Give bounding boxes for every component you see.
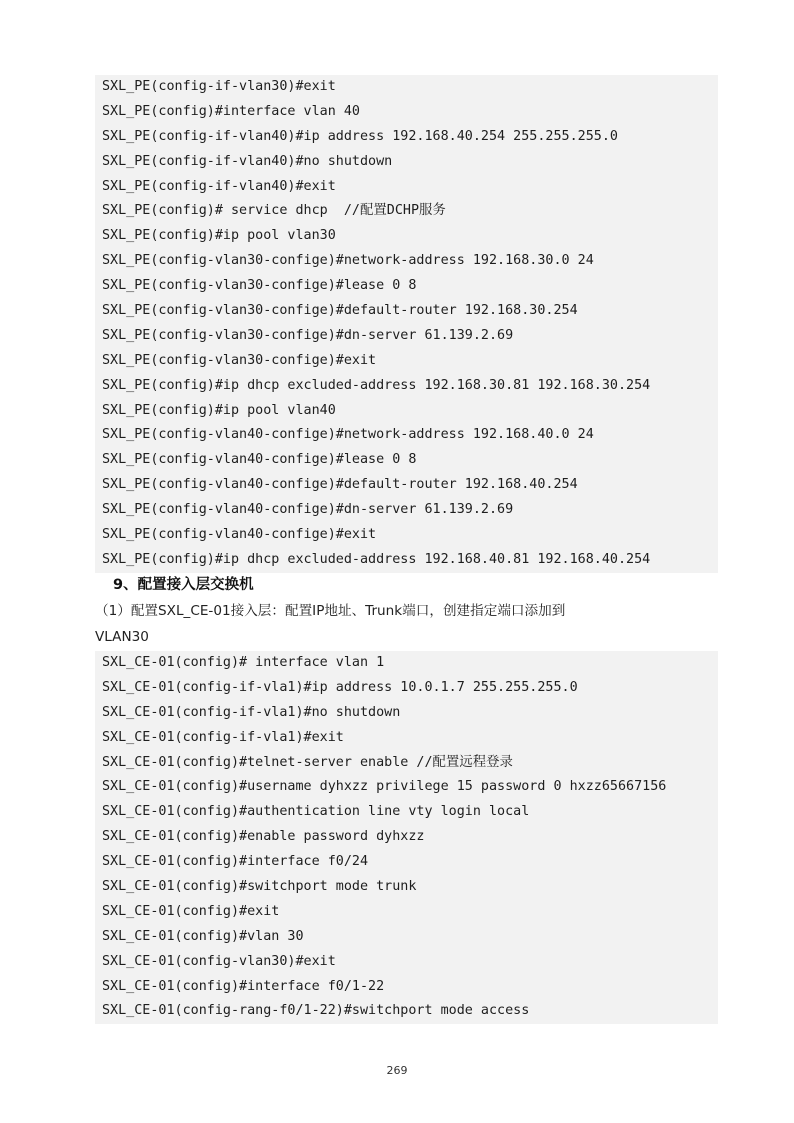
code-line: SXL_PE(config-vlan40-confige)#network-address 192.168.40.0 24 (102, 427, 594, 443)
code-line: SXL_PE(config-vlan40-confige)#exit (102, 527, 377, 543)
code-line: SXL_PE(config-if-vlan40)#ip address 192.168.40.254 255.255.255.0 (102, 128, 618, 144)
code-line: SXL_PE(config-vlan40-confige)#default-router 192.168.40.254 (102, 477, 578, 493)
code-line: SXL_CE-01(config-vlan30)#exit (102, 953, 336, 969)
code-line: SXL_PE(config)# service dhcp //配置DCHP服务 (102, 203, 446, 219)
code-line: SXL_CE-01(config)#exit (102, 903, 280, 919)
code-line: SXL_PE(config-if-vlan30)#exit (102, 79, 336, 94)
code-line: SXL_CE-01(config-if-vla1)#no shutdown (102, 704, 401, 720)
code-line: SXL_PE(config-if-vlan40)#no shutdown (102, 153, 393, 169)
code-line: SXL_PE(config-if-vlan40)#exit (102, 178, 336, 194)
page-number: 269 (386, 1064, 408, 1077)
code-line: SXL_PE(config)#ip dhcp excluded-address 192.168.30.81 192.168.30.254 (102, 377, 651, 393)
code-line: SXL_PE(config-vlan30-confige)#default-router 192.168.30.254 (102, 303, 578, 319)
code-line: SXL_CE-01(config)#interface f0/1-22 (102, 978, 385, 994)
code-line: SXL_PE(config)#ip pool vlan40 (102, 402, 336, 418)
code-line: SXL_CE-01(config)#telnet-server enable //配置远程登录 (102, 754, 513, 770)
code-line: SXL_CE-01(config)# interface vlan 1 (102, 655, 385, 670)
code-line: SXL_CE-01(config)#switchport mode trunk (102, 879, 417, 895)
code-line: SXL_CE-01(config-if-vla1)#exit (102, 729, 344, 745)
code-line: SXL_PE(config-vlan30-confige)#network-address 192.168.30.0 24 (102, 253, 594, 269)
code-line: SXL_CE-01(config-if-vla1)#ip address 10.0.1.7 255.255.255.0 (102, 679, 578, 695)
code-line: SXL_PE(config-vlan30-confige)#dn-server 61.139.2.69 (102, 327, 514, 343)
code-line: SXL_PE(config)#interface vlan 40 (102, 103, 360, 119)
paragraph-line: VLAN30 (95, 629, 149, 645)
section-heading: 9、配置接入层交换机 (113, 577, 254, 593)
paragraph-line: （1）配置SXL_CE-01接入层：配置IP地址、Trunk端口，创建指定端口添加到 (95, 603, 566, 619)
code-line: SXL_CE-01(config-rang-f0/1-22)#switchport mode access (102, 1003, 530, 1019)
code-line: SXL_CE-01(config)#interface f0/24 (102, 854, 369, 870)
code-block-access-switch-config (95, 651, 718, 1024)
code-line: SXL_PE(config-vlan30-confige)#lease 0 8 (102, 278, 417, 294)
code-line: SXL_CE-01(config)#vlan 30 (102, 928, 304, 944)
code-line: SXL_CE-01(config)#username dyhxzz privilege 15 password 0 hxzz65667156 (102, 779, 667, 795)
code-block-dhcp-config (95, 75, 718, 573)
code-line: SXL_CE-01(config)#enable password dyhxzz (102, 829, 425, 845)
code-line: SXL_PE(config)#ip dhcp excluded-address 192.168.40.81 192.168.40.254 (102, 551, 651, 567)
code-line: SXL_PE(config)#ip pool vlan30 (102, 228, 336, 244)
code-line: SXL_CE-01(config)#authentication line vty login local (102, 804, 530, 820)
code-line: SXL_PE(config-vlan30-confige)#exit (102, 352, 377, 368)
code-line: SXL_PE(config-vlan40-confige)#dn-server 61.139.2.69 (102, 502, 514, 518)
code-line: SXL_PE(config-vlan40-confige)#lease 0 8 (102, 452, 417, 468)
